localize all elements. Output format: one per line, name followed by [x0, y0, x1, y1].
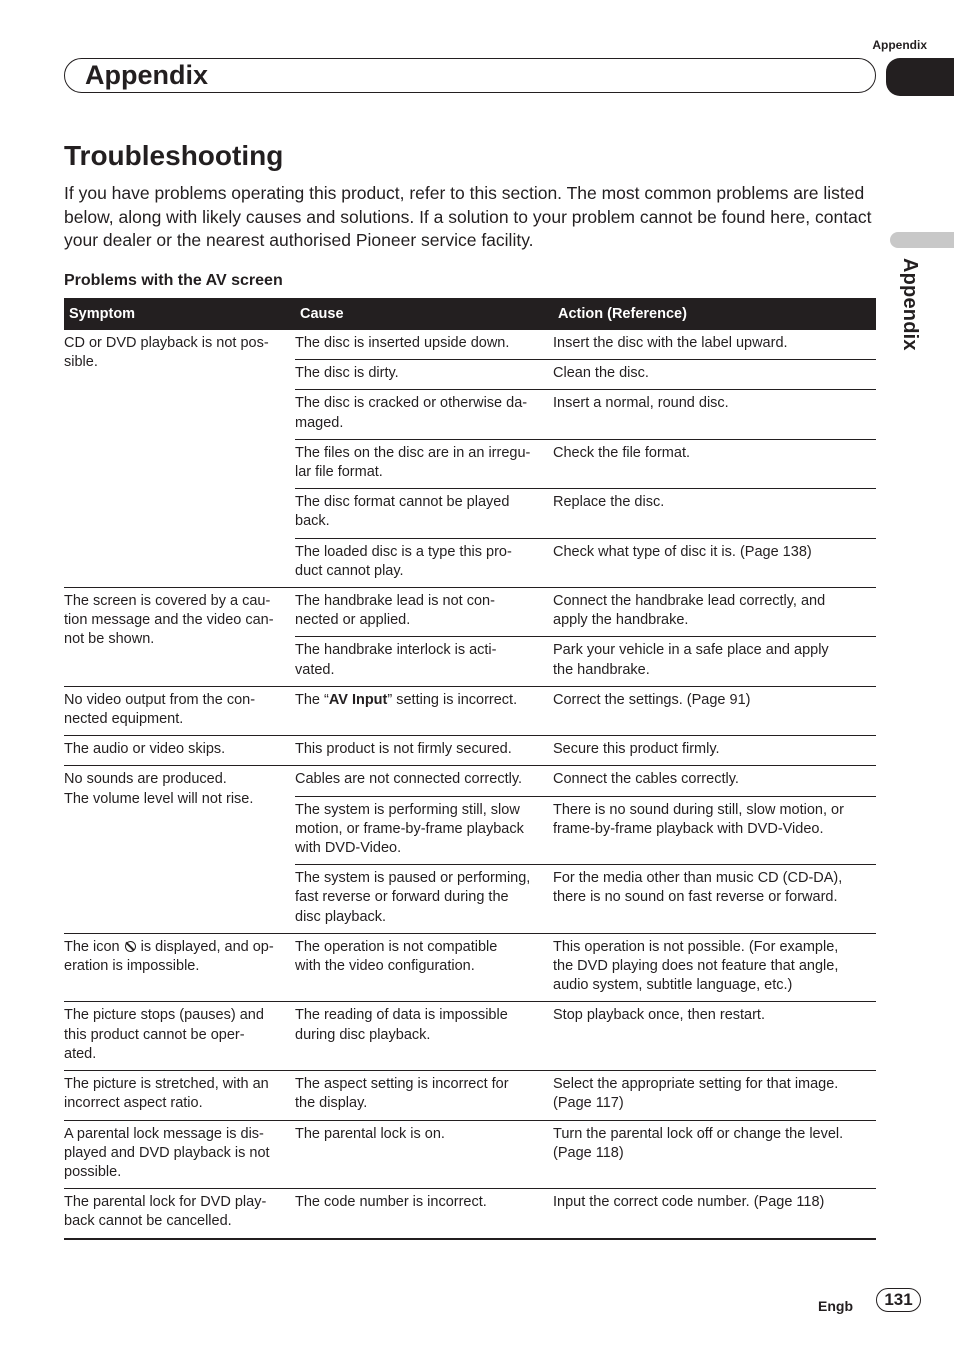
cause-action-list	[295, 1121, 876, 1189]
cause-cell: The system is performing still, slow motion, or frame-by-frame playback with DVD-Video.	[295, 801, 524, 857]
table-row	[295, 330, 876, 359]
table-group	[64, 1001, 876, 1070]
table-row	[295, 538, 876, 587]
cause-action-list	[295, 736, 876, 765]
cause-cell: The “AV Input” setting is incorrect.	[295, 691, 518, 708]
symptom-cell: The picture is stretched, with an incorrect aspect ratio.	[64, 1076, 269, 1112]
header-action: Action (Reference)	[558, 306, 687, 322]
cause-action-list	[295, 687, 876, 735]
action-cell: Connect the handbrake lead correctly, and apply the handbrake.	[553, 593, 826, 629]
cause-cell: The disc is dirty.	[295, 365, 399, 382]
cause-cell: Cables are not connected correctly.	[295, 771, 523, 788]
action-cell: Replace the disc.	[553, 494, 665, 511]
cause-action-list	[295, 1189, 876, 1237]
symptom-cell: The picture stops (pauses) and this product cannot be oper- ated.	[64, 1007, 264, 1062]
table-row	[295, 439, 876, 488]
action-cell: Clean the disc.	[553, 365, 649, 382]
section-title: Problems with the AV screen	[64, 272, 283, 289]
table-group	[64, 933, 876, 1002]
section-header-title: Appendix	[85, 60, 209, 90]
cause-cell: The aspect setting is incorrect for the display.	[295, 1076, 509, 1112]
cause-action-list	[295, 588, 876, 686]
action-cell: Secure this product firmly.	[553, 741, 720, 758]
cause-cell: The loaded disc is a type this pro- duct cannot play.	[295, 543, 512, 579]
table-group	[64, 735, 876, 765]
cause-cell: The reading of data is impossible during disc playback.	[295, 1007, 508, 1043]
cause-cell: The parental lock is on.	[295, 1125, 445, 1142]
symptom-cell: The audio or video skips.	[64, 741, 226, 758]
action-cell: There is no sound during still, slow motion, or frame-by-frame playback with DVD-Video.	[553, 801, 844, 837]
table-row	[295, 736, 876, 765]
cause-cell: The handbrake lead is not con- nected or applied.	[295, 593, 495, 629]
table-row	[295, 359, 876, 389]
symptom-cell: The icon is displayed, and op- eration is impossible.	[64, 938, 274, 975]
side-label: Appendix	[899, 258, 921, 351]
side-tab-marker	[890, 232, 954, 248]
action-cell: Input the correct code number. (Page 118)	[553, 1194, 825, 1211]
action-cell: Check the file format.	[553, 444, 690, 461]
table-row	[295, 636, 876, 685]
table-row	[295, 687, 876, 716]
symptom-cell: A parental lock message is dis- played and DVD playback is not possible.	[64, 1125, 270, 1180]
table-row	[295, 588, 876, 636]
action-cell: Turn the parental lock off or change the level. (Page 118)	[553, 1125, 844, 1161]
intro-paragraph: If you have problems operating this product, refer to this section. The most common problems are listed below, along with likely causes and solutions. If a solution to your problem cannot be found here, contact your dealer or the nearest authorised Pioneer service facility.	[64, 183, 872, 250]
troubleshooting-table	[64, 298, 876, 1240]
table-row	[295, 1189, 876, 1218]
cause-cell: The files on the disc are in an irregu- lar file format.	[295, 444, 531, 481]
table-group	[64, 587, 876, 686]
header-symptom: Symptom	[69, 306, 136, 322]
cause-action-list	[295, 934, 876, 1002]
action-cell: Connect the cables correctly.	[553, 771, 739, 788]
header-tab-marker	[886, 58, 954, 96]
action-cell: Check what type of disc it is. (Page 138)	[553, 543, 812, 560]
page-number: 131	[876, 1288, 921, 1312]
cause-action-list	[295, 330, 876, 587]
table-group	[64, 765, 876, 932]
cause-action-list	[295, 1071, 876, 1119]
footer-language: Engb	[818, 1298, 853, 1314]
table-group	[64, 1120, 876, 1189]
cause-cell: The handbrake interlock is acti- vated.	[295, 642, 497, 678]
symptom-cell: The parental lock for DVD play- back cannot be cancelled.	[64, 1194, 267, 1230]
action-cell: This operation is not possible. (For example, the DVD playing does not feature that angle, audio system, subtitle language, etc.)	[553, 938, 839, 994]
page-title: Troubleshooting	[64, 140, 284, 171]
table-group	[64, 686, 876, 735]
cause-action-list	[295, 1002, 876, 1070]
cause-cell: The disc is cracked or otherwise da- maged.	[295, 395, 528, 431]
symptom-cell: No video output from the con- nected equipment.	[64, 691, 256, 728]
cause-cell: The code number is incorrect.	[295, 1194, 487, 1211]
cause-cell: The system is paused or performing, fast reverse or forward during the disc playback.	[295, 870, 531, 925]
table-group	[64, 330, 876, 587]
action-cell: Insert the disc with the label upward.	[553, 335, 788, 351]
table-row	[295, 389, 876, 438]
header-cause: Cause	[300, 306, 344, 322]
table-row	[295, 1002, 876, 1050]
cause-cell: This product is not firmly secured.	[295, 741, 512, 758]
table-body	[64, 330, 876, 1238]
symptom-cell: The screen is covered by a cau- tion message and the video can- not be shown.	[64, 593, 274, 648]
cause-cell: The disc format cannot be played back.	[295, 494, 510, 530]
table-group	[64, 1070, 876, 1119]
table-row	[295, 1121, 876, 1169]
table-row	[295, 488, 876, 537]
running-head: Appendix	[872, 38, 927, 52]
action-cell: Correct the settings. (Page 91)	[553, 691, 751, 708]
action-cell: Stop playback once, then restart.	[553, 1007, 765, 1024]
table-row	[295, 864, 876, 933]
symptom-cell: No sounds are produced. The volume level will not rise.	[64, 771, 254, 807]
symptom-cell: CD or DVD playback is not pos- sible.	[64, 335, 269, 371]
table-row	[295, 796, 876, 865]
table-header	[64, 298, 876, 330]
table-row	[295, 1071, 876, 1119]
action-cell: For the media other than music CD (CD-DA), there is no sound on fast reverse or forward.	[553, 870, 843, 906]
setting-name: AV Input	[328, 691, 388, 708]
table-group	[64, 1188, 876, 1237]
action-cell: Park your vehicle in a safe place and apply the handbrake.	[553, 642, 829, 678]
action-cell: Insert a normal, round disc.	[553, 395, 729, 412]
prohibited-icon	[125, 941, 136, 952]
cause-cell: The disc is inserted upside down.	[295, 335, 510, 351]
table-row	[295, 934, 876, 1002]
cause-action-list	[295, 766, 876, 932]
table-row	[295, 766, 876, 795]
action-cell: Select the appropriate setting for that image. (Page 117)	[553, 1076, 839, 1112]
section-header	[64, 58, 876, 93]
cause-cell: The operation is not compatible with the video configuration.	[295, 938, 498, 975]
